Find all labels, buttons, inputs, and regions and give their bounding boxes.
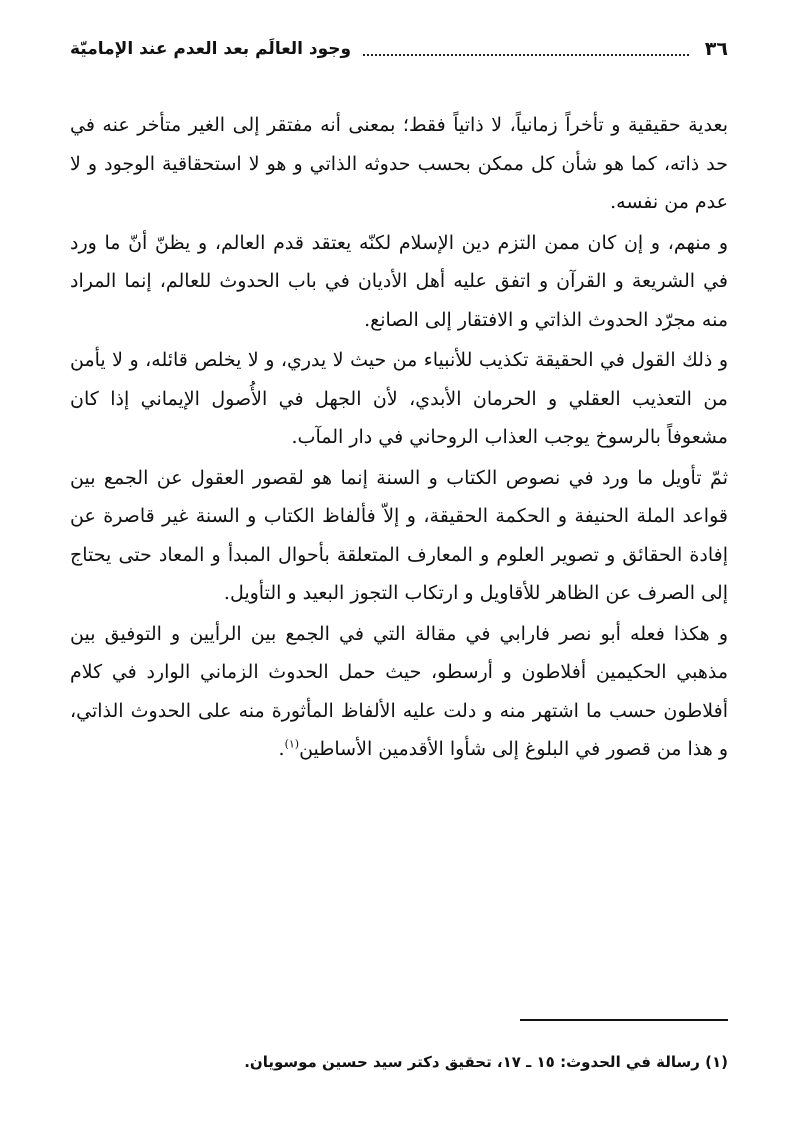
paragraph-5-text: و هكذا فعله أبو نصر فارابي في مقالة التي في الجمع بين الرأيين و التوفيق بين مذهبي الحكيمين أفلاطون و أرسطو، حيث حمل الحدوث الزماني الوارد في كلام أفلاطون حسب ما اشتهر منه و دلت عليه الألفاظ المأثورة منه على الحدوث الذاتي، و هذا من قصور في البلوغ إلى شأوا الأقدمين الأساطين bbox=[70, 622, 728, 760]
page-number: ٣٦ bbox=[704, 38, 728, 60]
page-header bbox=[70, 32, 728, 66]
footnote-reference: (١) bbox=[284, 737, 300, 751]
header-leader-dots bbox=[363, 42, 689, 56]
book-page bbox=[70, 20, 728, 1110]
paragraph-3: و ذلك القول في الحقيقة تكذيب للأنبياء من حيث لا يدري، و لا يخلص قائله، و لا يأمن من التعذيب العقلي و الحرمان الأبدي، لأن الجهل في الأُصول الإيماني إذا كان مشعوفاً بالرسوخ يوجب العذاب الروحاني في دار المآب. bbox=[70, 349, 728, 448]
paragraph-1: بعدية حقيقية و تأخراً زمانياً، لا ذاتياً فقط؛ بمعنى أنه مفتقر إلى الغير متأخر عنه في حد ذاته، كما هو شأن كل ممكن بحسب حدوثه الذاتي و هو لا استحقاقية الوجود و لا عدم من نفسه. bbox=[70, 114, 728, 213]
running-title: وجود العالَم بعد العدم عند الإماميّة bbox=[70, 39, 352, 59]
paragraph-2: و منهم، و إن كان ممن التزم دين الإسلام لكنّه يعتقد قدم العالم، و يظنّ أنّ ما ورد في الشريعة و القرآن و اتفق عليه أهل الأديان في باب الحدوث للعالم، إنما المراد منه مجرّد الحدوث الذاتي و الافتقار إلى الصانع. bbox=[70, 231, 728, 331]
footnote: (١) رسالة في الحدوث: ١٥ ـ ١٧، تحقيق دكتر سيد حسين موسويان. bbox=[244, 1053, 728, 1071]
paragraph-5: و هكذا فعله أبو نصر فارابي في مقالة التي في الجمع بين الرأيين و التوفيق بين مذهبي الحكيمين أفلاطون و أرسطو، حيث حمل الحدوث الزماني الوارد في كلام أفلاطون حسب ما اشتهر منه و دلت عليه الألفاظ المأثورة منه على الحدوث الذاتي، و هذا من قصور في البلوغ إلى شأوا الأقدمين الأساطين$^{(١)}$. bbox=[70, 622, 728, 760]
body-text bbox=[70, 106, 728, 771]
footnote-separator bbox=[520, 1019, 728, 1021]
paragraph-4: ثمّ تأويل ما ورد في نصوص الكتاب و السنة إنما هو لقصور العقول عن الجمع بين قواعد الملة الحنيفة و الحكمة الحقيقة، و إلاّ فألفاظ الكتاب و السنة غير قاصرة عن إفادة الحقائق و تصوير العلوم و المعارف المتعلقة بأحوال المبدأ و المعاد حتى يحتاج إلى الصرف عن الظاهر للأقاويل و ارتكاب التجوز البعيد و التأويل. bbox=[70, 466, 728, 604]
